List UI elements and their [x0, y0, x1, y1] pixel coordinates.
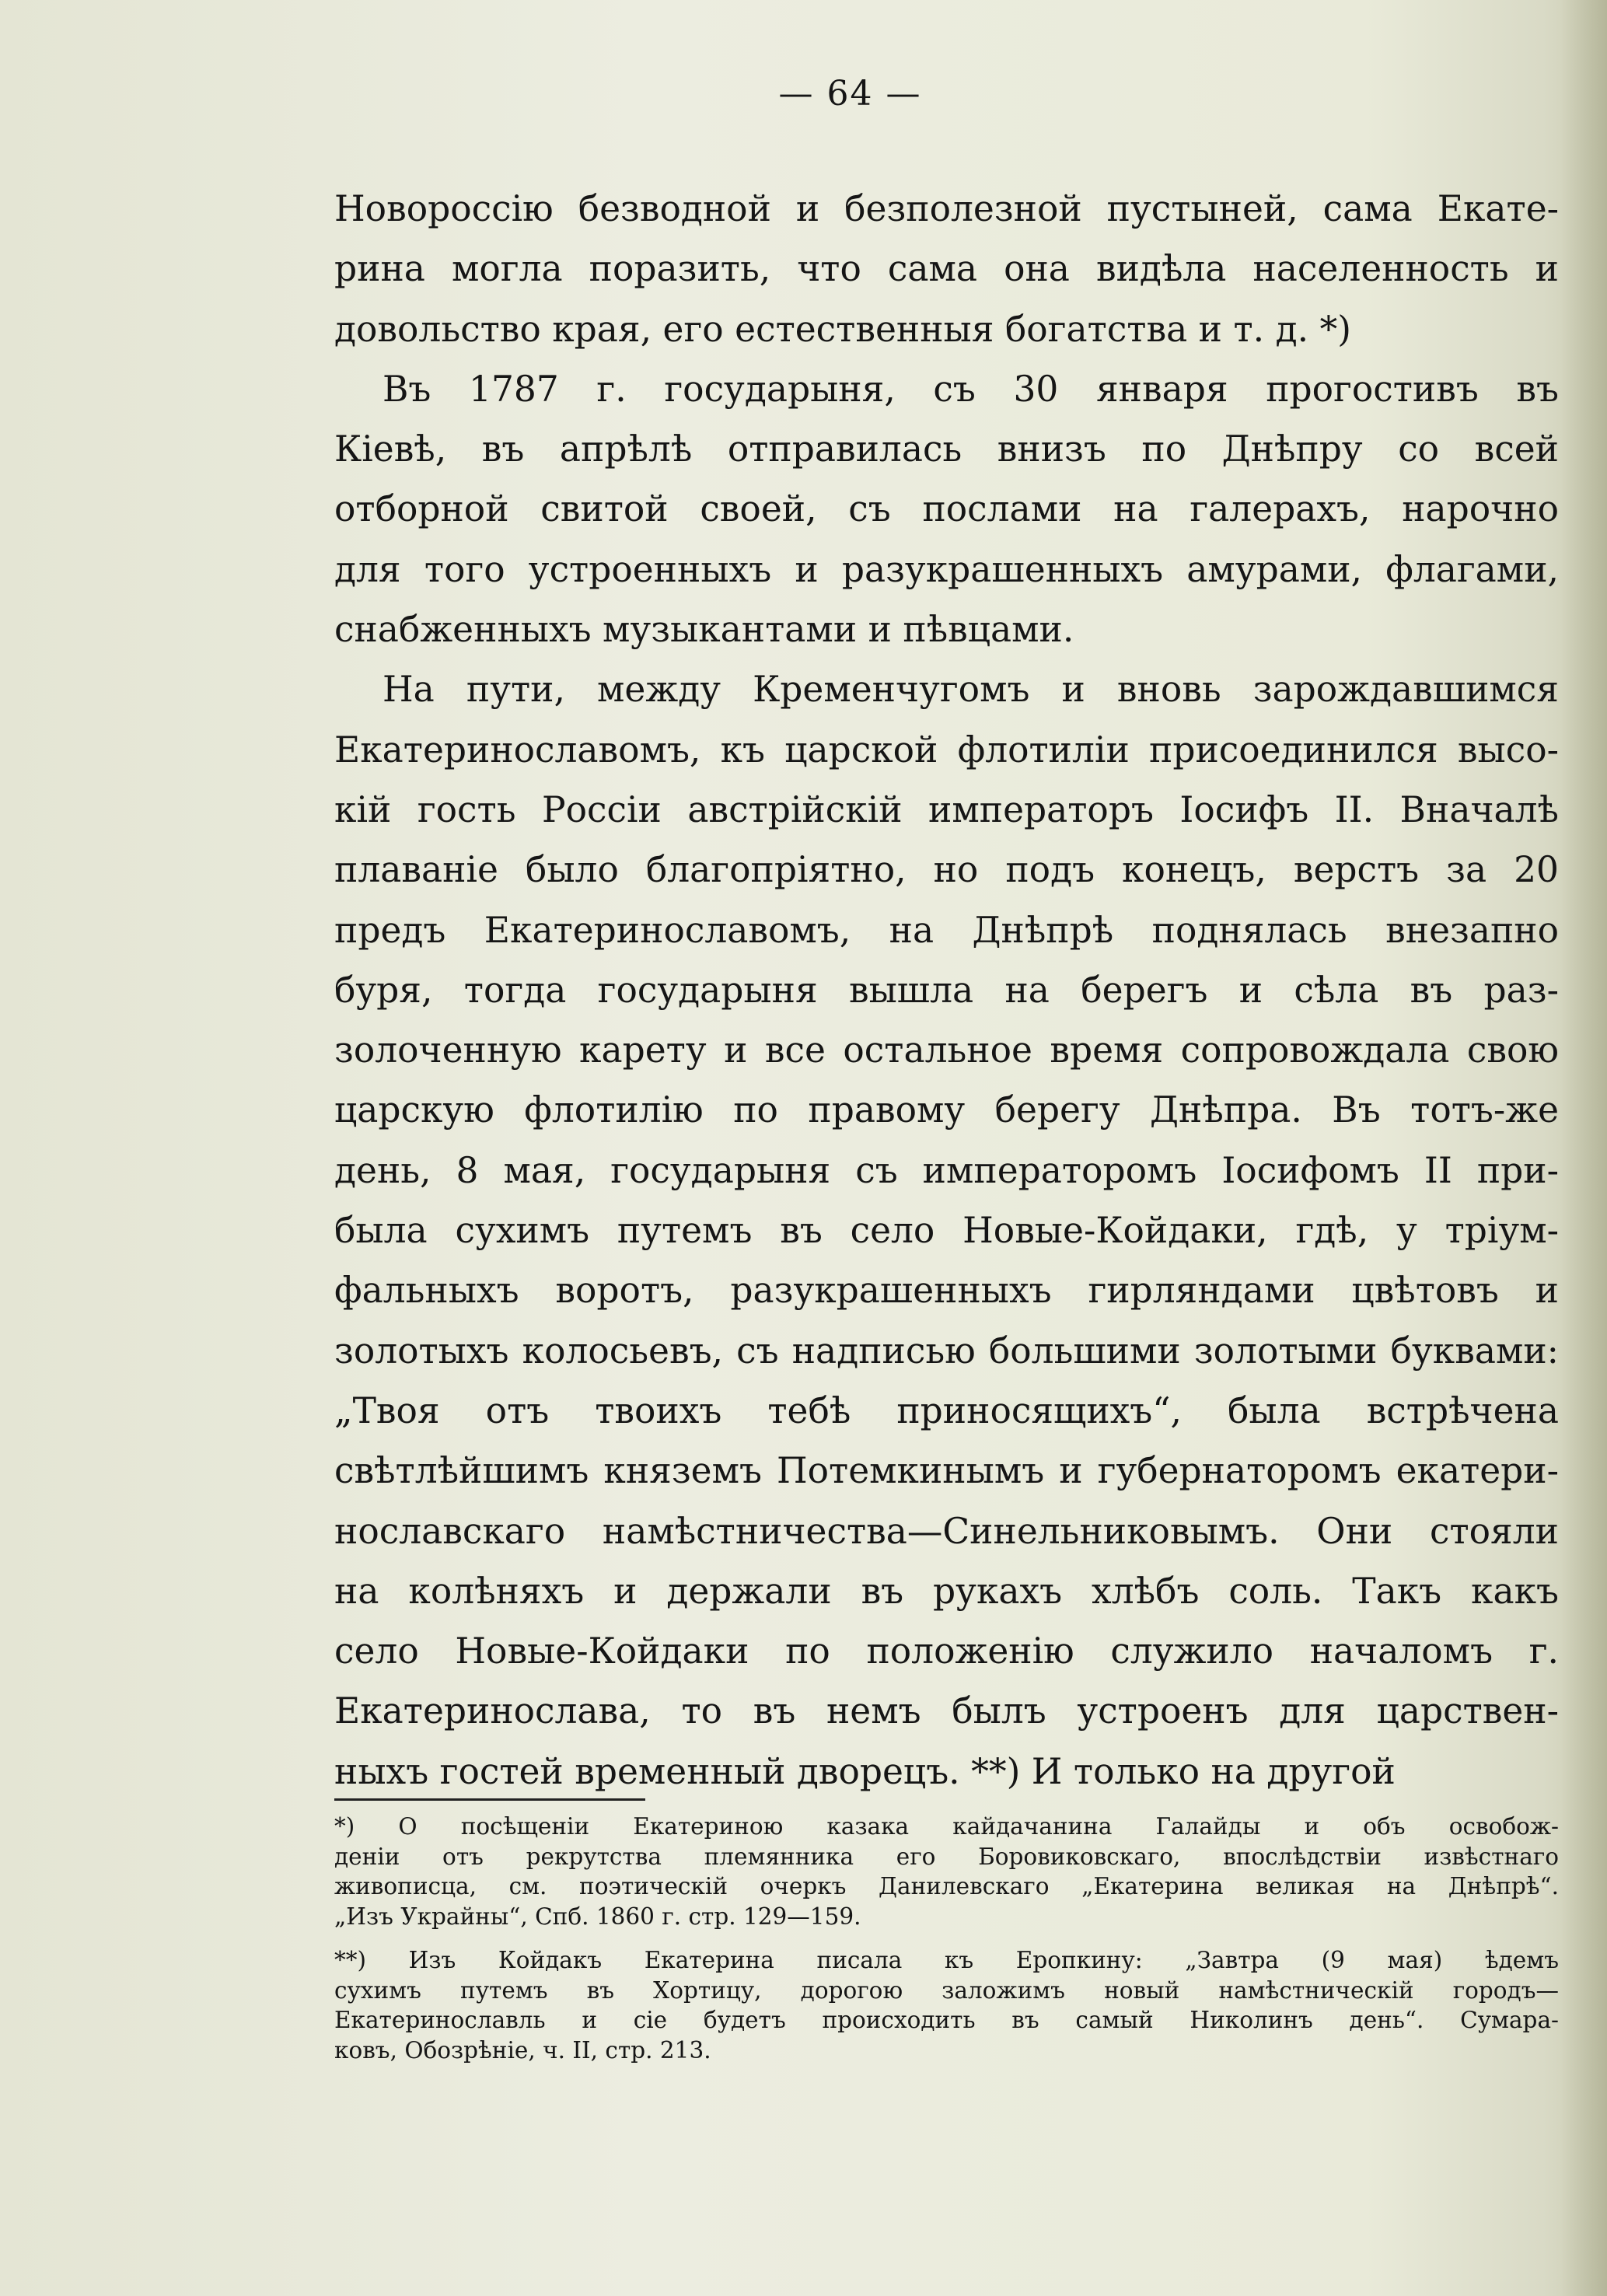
footnotes: [334, 1812, 1559, 2065]
paragraph-line: довольство края, его естественныя богатства и т. д. *): [334, 308, 1352, 350]
paragraph-line: царскую флотилію по правому берегу Днѣпра. Въ тотъ-же: [334, 1089, 1559, 1131]
paragraph-line: на колѣняхъ и держали въ рукахъ хлѣбъ соль. Такъ какъ: [334, 1570, 1559, 1612]
paragraph-line: для того устроенныхъ и разукрашенныхъ амурами, флагами,: [334, 548, 1559, 590]
paragraph-line: Екатеринославомъ, къ царской флотиліи присоединился высо-: [334, 729, 1559, 771]
paragraph-line: Екатеринослава, то въ немъ былъ устроенъ для царствен-: [334, 1690, 1559, 1732]
paragraph-line: кій гость Россіи австрійскій императоръ Іосифъ II. Вначалѣ: [334, 788, 1559, 830]
paragraph-line: снабженныхъ музыкантами и пѣвцами.: [334, 609, 1074, 651]
paragraph-line: ныхъ гостей временный дворецъ. **) И только на другой: [334, 1750, 1396, 1792]
paragraph-line: отборной свитой своей, съ послами на галерахъ, нарочно: [334, 488, 1559, 530]
page-number: [0, 74, 1607, 114]
paragraph-line: золоченную карету и все остальное время сопровождала свою: [334, 1029, 1559, 1071]
paragraph-line: Въ 1787 г. государыня, съ 30 января прогостивъ въ: [383, 368, 1559, 410]
paragraph-line: село Новые-Койдаки по положенію служило началомъ г.: [334, 1630, 1559, 1672]
paragraph-line: предъ Екатеринославомъ, на Днѣпрѣ поднялась внезапно: [334, 909, 1559, 951]
paragraph-line: свѣтлѣйшимъ княземъ Потемкинымъ и губернаторомъ екатери-: [334, 1450, 1559, 1492]
paragraph-line: „Твоя отъ твоихъ тебѣ приносящихъ“, была встрѣчена: [334, 1389, 1559, 1431]
paragraph-line: плаваніе было благопріятно, но подъ конецъ, верстъ за 20: [334, 849, 1559, 891]
paragraph-line: была сухимъ путемъ въ село Новые-Койдаки, гдѣ, у тріум-: [334, 1210, 1559, 1252]
footnote-separator: [334, 1798, 645, 1801]
footnote-line: ковъ, Обозрѣніе, ч. II, стр. 213.: [334, 2036, 711, 2064]
page-number-text: — 64 —: [778, 74, 922, 114]
paragraph-line: буря, тогда государыня вышла на берегъ и сѣла въ раз-: [334, 969, 1559, 1011]
footnote-line: сухимъ путемъ въ Хортицу, дорогою заложимъ новый намѣстническій городъ—: [334, 1976, 1559, 2004]
paragraph-line: На пути, между Кременчугомъ и вновь зарождавшимся: [383, 669, 1559, 711]
paragraph-line: фальныхъ воротъ, разукрашенныхъ гирляндами цвѣтовъ и: [334, 1270, 1559, 1312]
footnote-line: живописца, см. поэтическій очеркъ Данилевскаго „Екатерина великая на Днѣпрѣ“.: [334, 1873, 1559, 1899]
body-text: [334, 179, 1559, 1802]
paragraph-line: нославскаго намѣстничества—Синельниковымъ. Они стояли: [334, 1510, 1559, 1552]
paragraph-line: рина могла поразить, что сама она видѣла населенность и: [334, 248, 1559, 290]
footnote-line: **) Изъ Койдакъ Екатерина писала къ Еропкину: „Завтра (9 мая) ѣдемъ: [334, 1947, 1559, 1973]
footnote-line: деніи отъ рекрутства племянника его Боровиковскаго, впослѣдствіи извѣстнаго: [334, 1843, 1559, 1870]
paragraph-line: день, 8 мая, государыня съ императоромъ Іосифомъ II при-: [334, 1149, 1559, 1191]
paragraph-line: золотыхъ колосьевъ, съ надписью большими золотыми буквами:: [334, 1330, 1559, 1372]
paragraph-line: Новороссію безводной и безполезной пустыней, сама Екате-: [334, 188, 1559, 229]
page-edge-shadow: [1560, 0, 1607, 2296]
footnote-gap: [334, 1931, 1559, 1945]
paragraph-line: Кіевѣ, въ апрѣлѣ отправилась внизъ по Днѣпру со всей: [334, 428, 1559, 470]
footnote-line: *) О посѣщеніи Екатериною казака кайдачанина Галайды и объ освобож-: [334, 1813, 1559, 1840]
footnote-line: Екатеринославль и сіе будетъ происходить въ самый Николинъ день“. Сумара-: [334, 2007, 1559, 2033]
footnote-line: „Изъ Украйны“, Спб. 1860 г. стр. 129—159.: [334, 1903, 861, 1930]
